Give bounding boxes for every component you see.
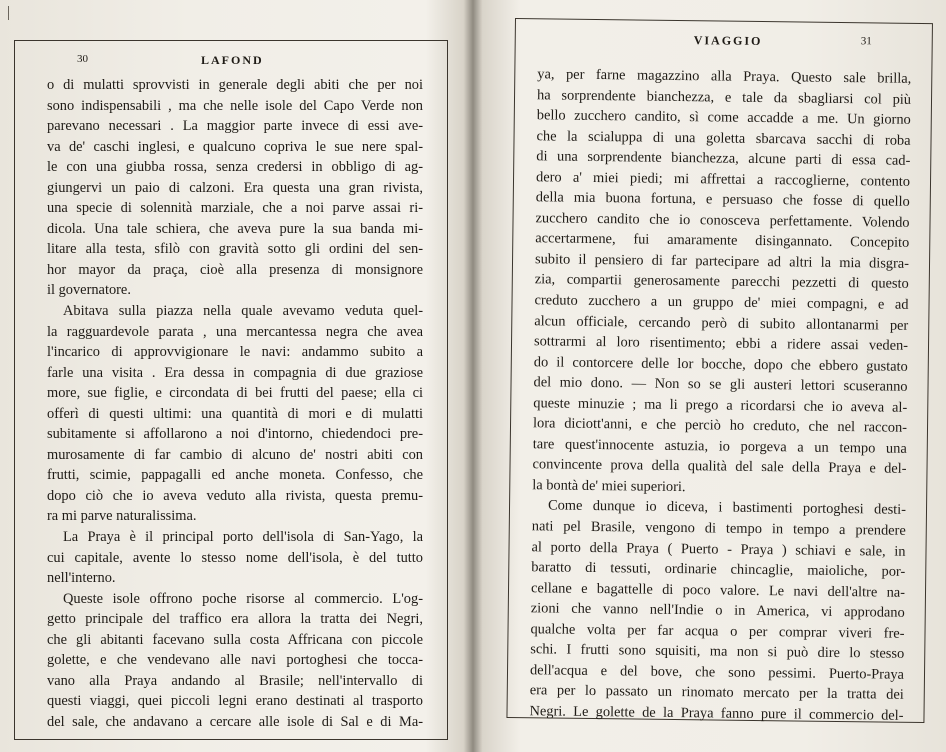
- text-line: al porto della Praya ( Puerto - Praya ) schiavi e sale, in: [531, 538, 906, 560]
- text-line: Negri. Le golette de la Praya fanno pure il commercio del-: [529, 703, 904, 724]
- text-line: va de' caschi inglesi, e qualcuno copriva le sue nere spal-: [47, 138, 423, 155]
- text-line: cui capitale, avente lo stesso nome dell'isola, è del tutto: [47, 549, 423, 566]
- text-line: sono indispensabili , ma che nelle isole del Capo Verde non: [47, 97, 423, 114]
- text-line: zioni che vanno nell'Indie o in America, vi approdano: [530, 600, 905, 622]
- text-line: convincente prova della qualità del sale della Praya e del-: [532, 456, 907, 478]
- text-line: frutti, scimie, pappagalli ed anche moneta. Confesso, che: [47, 467, 423, 484]
- text-line: accertarmene, fui amaramente disingannato. Concepito: [535, 230, 910, 252]
- text-line: del sale, che andavano a cercare alle isole di Sal e di Ma-: [47, 713, 423, 730]
- text-line: dero a' miei piedi; mi affrettai a raccoglierne, contento: [535, 169, 911, 190]
- left-page: [14, 40, 448, 740]
- text-line: Queste isole offrono poche risorse al commercio. L'og-: [63, 590, 423, 607]
- text-line: hor mayor da praça, cioè alla presenza di monsignore: [47, 261, 423, 278]
- text-line: offerì di questi ultimi: una quantità di mori e di mulatti: [47, 405, 423, 422]
- text-line: ra mi parve naturalissima.: [47, 508, 197, 525]
- text-line: o di mulatti sprovvisti in generale degli abiti che per noi: [47, 77, 423, 93]
- text-line: schi. I frutti sono squisiti, ma non si può dire lo stesso: [530, 641, 905, 663]
- text-line: murosamente di far cambio di alcuno de' nostri abiti con: [47, 446, 423, 463]
- text-line: una specie di solennità marziale, che a noi parve assai ri-: [47, 200, 423, 217]
- page-body: [47, 75, 423, 733]
- page-number: 31: [860, 35, 872, 48]
- text-line: nati pel Brasile, vengono di tempo in tempo a prendere: [531, 518, 906, 539]
- running-head: LAFOND: [201, 53, 264, 67]
- text-line: do il contorcere delle lor bocche, dopo che ebbero gustato: [533, 353, 908, 375]
- page-number: 30: [77, 53, 88, 65]
- text-line: dell'acqua e del bove, che sono pessimi. Puerto-Praya: [529, 662, 905, 683]
- text-line: cellane e bagattelle di poco valore. Le navi dell'altre na-: [530, 579, 906, 601]
- text-line: zia, compartii generosamente parecchi pezzetti di questo: [534, 271, 909, 293]
- text-line: golette, e che vendevano alle navi portoghesi che tocca-: [47, 652, 423, 669]
- running-head: VIAGGIO: [693, 33, 763, 49]
- text-line: che gli abitanti facevano sulla costa Affricana con piccole: [47, 631, 423, 648]
- text-line: bello zucchero candito, sì come accadde a me. Un giorno: [536, 107, 911, 128]
- text-line: dicola. Una tale schiera, che aveva pure la sua banda mi-: [47, 220, 423, 237]
- text-line: qualche volta per far acqua o per comprar viveri fre-: [530, 621, 905, 642]
- text-line: litare alla testa, sfilò con gravità sotto gli ordini del sen-: [47, 241, 423, 258]
- text-line: sottrarmi al loro risentimento; ebbi a ridere assai veden-: [533, 333, 909, 354]
- text-line: subitamente si affollarono a noi d'intorno, chiedendoci pre-: [47, 426, 423, 443]
- text-line: l'incarico di approvvigionare le navi: andammo subito a: [47, 344, 423, 361]
- text-line: la ragguardevole parata , una mercantessa negra che avea: [47, 323, 423, 340]
- text-line: era per lo passato un rinomato mercato per la tratta dei: [529, 682, 904, 704]
- text-line: alcun officiale, cercando però di subito allontanarmi per: [534, 312, 909, 334]
- text-line: il governatore.: [47, 282, 131, 299]
- text-line: dopo ciò che io aveva veduto alla rivista, questa premu-: [47, 487, 423, 504]
- text-line: della mia buona fortuna, e persuaso che fosse di quello: [535, 189, 910, 211]
- text-line: che la scialuppa di una goletta sbarcava sacchi di roba: [536, 127, 911, 149]
- text-line: baratto di tessuti, ordinarie chincaglie, maioliche, por-: [531, 559, 906, 580]
- text-line: le con una giubba rossa, senza credersi in obbligo di ag-: [47, 159, 423, 176]
- page-body: [529, 64, 911, 726]
- text-line: ya, per farne magazzino alla Praya. Questo sale brilla,: [537, 66, 912, 87]
- text-line: ha sorprendente bianchezza, e tale da sbagliarsi col più: [536, 86, 912, 108]
- text-line: tare quest'innocente astuzia, io porgeva a un tempo una: [532, 436, 907, 457]
- text-line: queste minuzie ; ma li prego a ricordarsi che io aveva al-: [533, 395, 908, 416]
- text-line: vano alla Praya andando al Brasile; nell'intervallo di: [47, 672, 423, 689]
- text-line: zucchero candito che io conosceva perfettamente. Volendo: [535, 210, 910, 231]
- text-line: farle una visita . Era dessa in compagnia di due graziose: [47, 364, 423, 381]
- text-line: lora diciott'anni, e che perciò ho creduto, che nel raccon-: [532, 415, 908, 437]
- text-line: del mio dono. — Non so se gli austeri lettori scuseranno: [533, 374, 908, 396]
- text-line: Abitava sulla piazza nella quale avevamo veduta quel-: [63, 303, 423, 320]
- text-line: creduto zucchero a un gruppo de' miei compagni, e ad: [534, 292, 909, 313]
- text-line: more, sue figlie, e circondata di bei frutti del paese; ella ci: [47, 385, 423, 402]
- text-line: getto principale del traffico era allora la tratta dei Negri,: [47, 611, 423, 628]
- text-line: questi viaggi, quei piccoli legni erano destinati al trasporto: [47, 693, 423, 710]
- text-line: giungervi un paio di calzoni. Era questa una gran rivista,: [47, 179, 423, 196]
- right-page: [506, 18, 933, 723]
- text-line: nell'interno.: [47, 570, 116, 587]
- text-line: La Praya è il principal porto dell'isola di San-Yago, la: [63, 529, 423, 546]
- text-line: di una sorprendente bianchezza, alcune parti di essa cad-: [536, 148, 911, 170]
- text-line: la bontà de' miei superiori.: [532, 477, 686, 496]
- text-line: Come dunque io diceva, i bastimenti portoghesi desti-: [547, 497, 907, 519]
- margin-mark: [8, 6, 9, 20]
- text-line: parevano necessari . La maggior parte invece di essi ave-: [47, 118, 423, 135]
- text-line: subito il pensiero di far partecipare ad altri la mia disgra-: [534, 251, 910, 272]
